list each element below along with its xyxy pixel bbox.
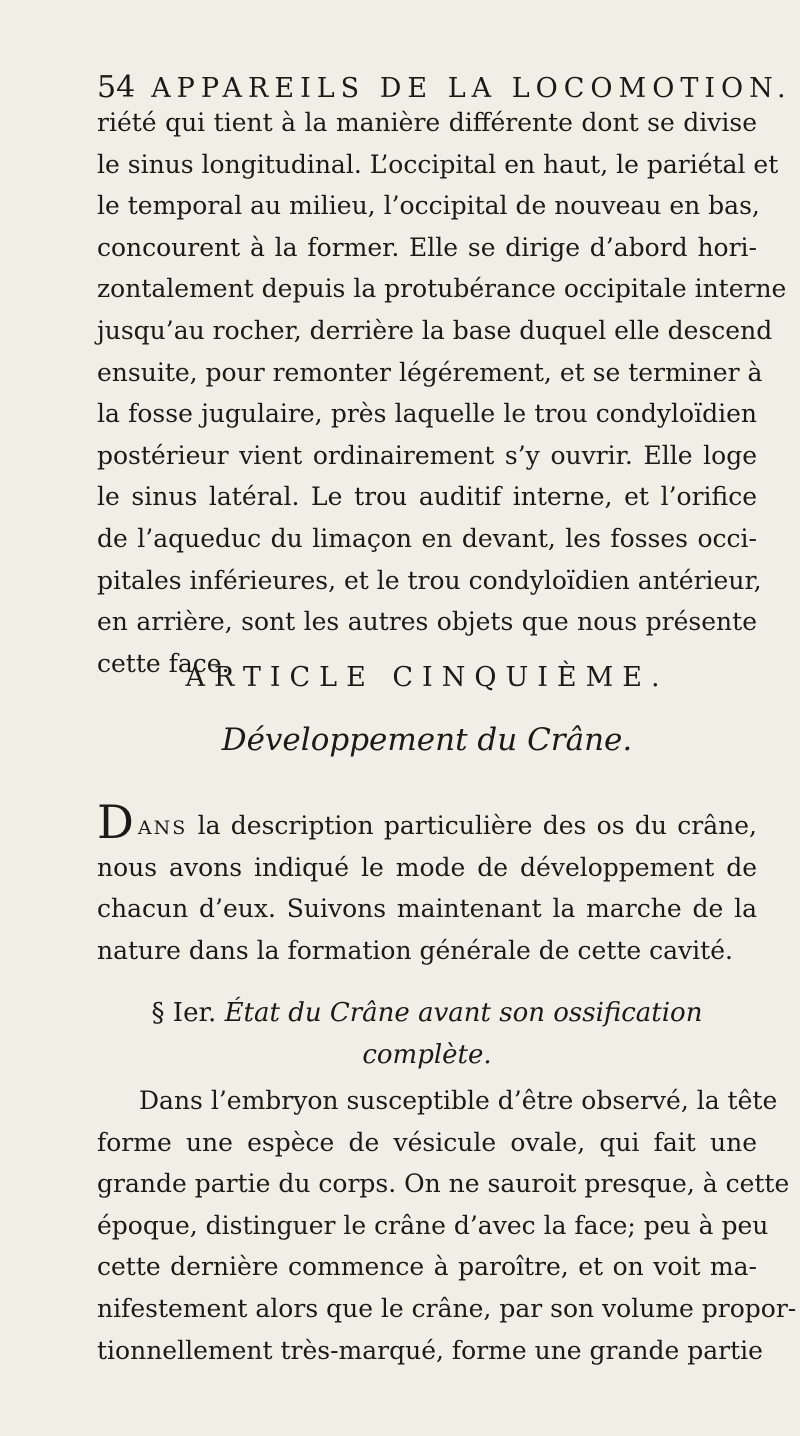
text-line: riété qui tient à la manière différente dont se divise [97, 108, 757, 137]
section-heading [97, 992, 757, 1076]
text-line: postérieur vient ordinairement s’y ouvrir. Elle loge [97, 440, 757, 470]
text-line: nifestement alors que le crâne, par son volume propor- [97, 1293, 797, 1323]
text-line: pitales inférieures, et le trou condyloïdien antérieur, [97, 565, 762, 595]
small-caps-word: ANS [137, 817, 188, 839]
first-line-rest: la description particulière des os du crâne, [187, 811, 757, 840]
text-line: forme une espèce de vésicule ovale, qui fait une [97, 1127, 757, 1157]
text-line-first [97, 795, 757, 849]
text-line: le sinus latéral. Le trou auditif interne, et l’orifice [97, 482, 757, 512]
section-title: État du Crâne avant son ossification [224, 998, 703, 1028]
text-line: la fosse jugulaire, près laquelle le trou condyloïdien [97, 399, 757, 429]
text-line: de l’aqueduc du limaçon en devant, les fosses occi- [97, 523, 757, 553]
text-line: époque, distinguer le crâne d’avec la face; peu à peu [97, 1210, 769, 1240]
running-header [97, 70, 792, 105]
article-heading: ARTICLE CINQUIÈME. [185, 662, 669, 693]
text-line: Dans l’embryon susceptible d’être observé, la tête [139, 1086, 778, 1115]
section-title-line-2: complète. [362, 1040, 492, 1070]
running-title: APPAREILS DE LA LOCOMOTION. [151, 73, 792, 104]
text-line: le temporal au milieu, l’occipital de nouveau en bas, [97, 191, 760, 221]
page-number: 54 [97, 70, 136, 105]
section-number: Ier. [172, 998, 217, 1028]
text-line: ensuite, pour remonter légérement, et se terminer à [97, 357, 763, 387]
text-line: jusqu’au rocher, derrière la base duquel elle descend [97, 315, 773, 345]
text-line: grande partie du corps. On ne sauroit presque, à cette [97, 1169, 790, 1199]
drop-cap: D [97, 795, 134, 849]
paragraph-continuation [97, 102, 787, 684]
paragraph-embryo [97, 1080, 797, 1371]
text-line: chacun d’eux. Suivons maintenant la marche de la [97, 894, 757, 924]
text-line: zontalement depuis la protubérance occipitale interne [97, 274, 787, 304]
article-subtitle: Développement du Crâne. [221, 722, 633, 758]
text-line: cette face. [97, 648, 230, 678]
text-line: le sinus longitudinal. L’occipital en haut, le pariétal et [97, 149, 779, 179]
text-line: tionnellement très-marqué, forme une grande partie [97, 1335, 763, 1365]
paragraph-development [97, 795, 757, 971]
text-line: nous avons indiqué le mode de développement de [97, 852, 757, 882]
text-line: cette dernière commence à paroître, et on voit ma- [97, 1252, 757, 1282]
section-title-line-1 [97, 992, 757, 1034]
text-line: nature dans la formation générale de cette cavité. [97, 935, 733, 965]
text-line: concourent à la former. Elle se dirige d’abord hori- [97, 232, 757, 262]
section-symbol: § [151, 998, 165, 1028]
text-line: en arrière, sont les autres objets que nous présente [97, 607, 757, 637]
